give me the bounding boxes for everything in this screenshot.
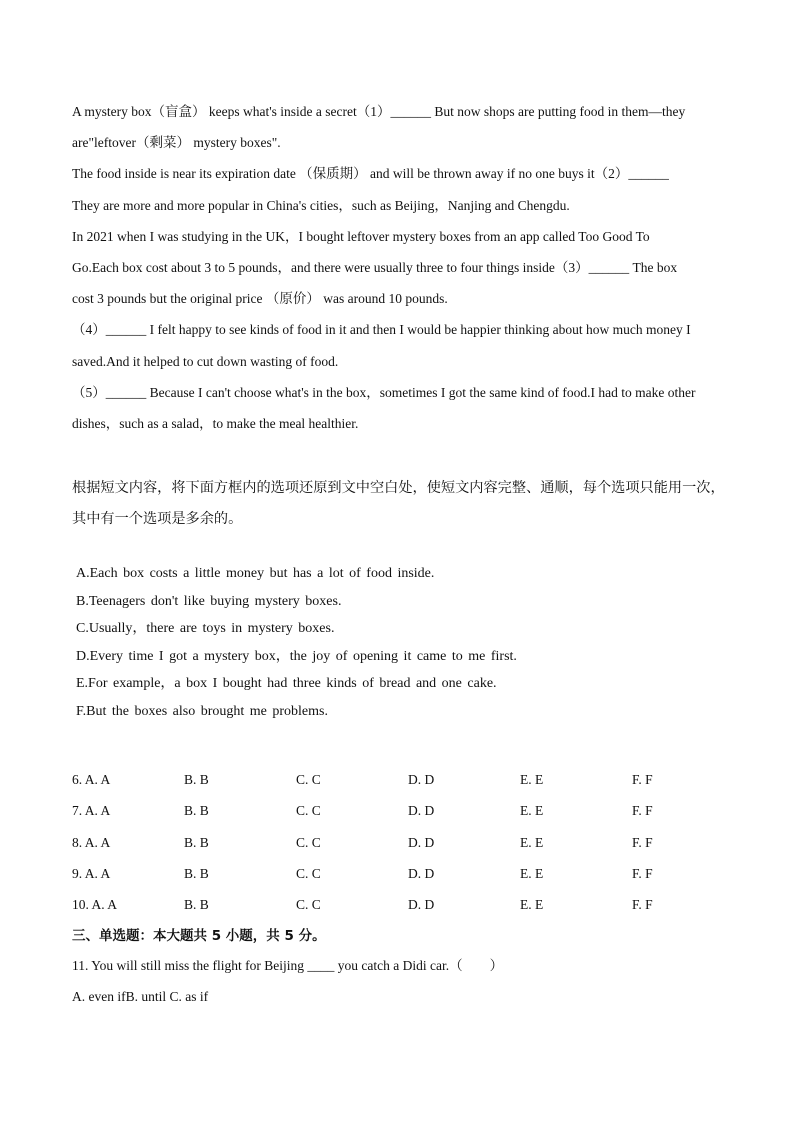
answer-choice: C. C bbox=[296, 803, 321, 819]
passage-line: （5）______ Because I can't choose what's in the box，sometimes I got the same kind of food.I had to make other bbox=[72, 384, 696, 400]
answer-choice: C. C bbox=[296, 897, 321, 913]
answer-choice: B. B bbox=[184, 803, 209, 819]
answer-choice: C. C bbox=[296, 865, 321, 881]
answer-choice: E. E bbox=[520, 834, 544, 850]
answer-choice: E. E bbox=[520, 803, 544, 819]
reading-passage bbox=[72, 100, 722, 443]
answer-choice: C. C bbox=[296, 772, 321, 787]
answer-choice: 9. A. A bbox=[72, 865, 111, 881]
passage-line: saved.And it helped to cut down wasting of food. bbox=[72, 353, 339, 369]
task-instruction bbox=[72, 476, 725, 538]
answer-row-6 bbox=[72, 768, 732, 799]
answer-choice: 10. A. A bbox=[72, 897, 118, 913]
answer-choice: D. D bbox=[408, 803, 435, 819]
answer-grid bbox=[72, 768, 732, 924]
passage-line: They are more and more popular in China's cities，such as Beijing，Nanjing and Chengdu. bbox=[72, 197, 570, 213]
answer-choice: 8. A. A bbox=[72, 834, 111, 850]
answer-choice: 7. A. A bbox=[72, 803, 111, 819]
answer-choice: F. F bbox=[632, 834, 653, 850]
option-b: B.Teenagers don't like buying mystery boxes. bbox=[76, 593, 342, 609]
section-heading: 三、单选题：本大题共 5 小题，共 5 分。 bbox=[72, 928, 326, 944]
question-11-stem: 11. You will still miss the flight for Beijing ____ you catch a Didi car.（ ） bbox=[72, 958, 504, 973]
answer-row-10 bbox=[72, 893, 732, 924]
answer-choice: E. E bbox=[520, 865, 544, 881]
answer-choice: E. E bbox=[520, 897, 544, 913]
passage-line: cost 3 pounds but the original price （原价） was around 10 pounds. bbox=[72, 291, 448, 307]
answer-row-7 bbox=[72, 799, 732, 830]
passage-line: Go.Each box cost about 3 to 5 pounds，and there were usually three to four things inside（3）______ The box bbox=[72, 259, 678, 275]
answer-choice: D. D bbox=[408, 897, 435, 913]
answer-choice: F. F bbox=[632, 803, 653, 819]
instruction-line: 根据短文内容，将下面方框内的选项还原到文中空白处，使短文内容完整、通顺，每个选项只能用一次， bbox=[72, 480, 725, 496]
answer-choice: 6. A. A bbox=[72, 772, 111, 787]
answer-choice: D. D bbox=[408, 865, 435, 881]
question-11-choices: A. even ifB. until C. as if bbox=[72, 989, 209, 1004]
option-d: D.Every time I got a mystery box，the joy of opening it came to me first. bbox=[76, 648, 517, 664]
option-c: C.Usually，there are toys in mystery boxes. bbox=[76, 621, 335, 637]
passage-line: The food inside is near its expiration date （保质期） and will be thrown away if no one buys it（2）______ bbox=[72, 166, 669, 182]
option-e: E.For example，a box I bought had three kinds of bread and one cake. bbox=[76, 676, 497, 692]
passage-line: （4）______ I felt happy to see kinds of food in it and then I would be happier thinking about how much money I bbox=[72, 322, 691, 338]
answer-choice: B. B bbox=[184, 772, 209, 787]
answer-choice: D. D bbox=[408, 772, 435, 787]
option-list bbox=[76, 562, 726, 728]
instruction-line: 其中有一个选项是多余的。 bbox=[72, 511, 243, 527]
answer-choice: F. F bbox=[632, 865, 653, 881]
answer-row-9 bbox=[72, 862, 732, 893]
answer-choice: F. F bbox=[632, 897, 653, 913]
passage-line: are"leftover（剩菜） mystery boxes". bbox=[72, 135, 281, 151]
answer-choice: D. D bbox=[408, 834, 435, 850]
answer-choice: B. B bbox=[184, 897, 209, 913]
passage-line: In 2021 when I was studying in the UK，I bought leftover mystery boxes from an app called Too Good To bbox=[72, 228, 650, 244]
answer-choice: C. C bbox=[296, 834, 321, 850]
option-f: F.But the boxes also brought me problems. bbox=[76, 703, 328, 719]
answer-choice: B. B bbox=[184, 834, 209, 850]
passage-line: A mystery box（盲盒） keeps what's inside a secret（1）______ But now shops are putting food in them—they bbox=[72, 104, 686, 119]
answer-choice: B. B bbox=[184, 865, 209, 881]
answer-choice: F. F bbox=[632, 772, 653, 787]
answer-row-8 bbox=[72, 831, 732, 862]
answer-choice: E. E bbox=[520, 772, 544, 787]
passage-line: dishes，such as a salad，to make the meal healthier. bbox=[72, 415, 359, 431]
option-a: A.Each box costs a little money but has a lot of food inside. bbox=[76, 566, 435, 581]
